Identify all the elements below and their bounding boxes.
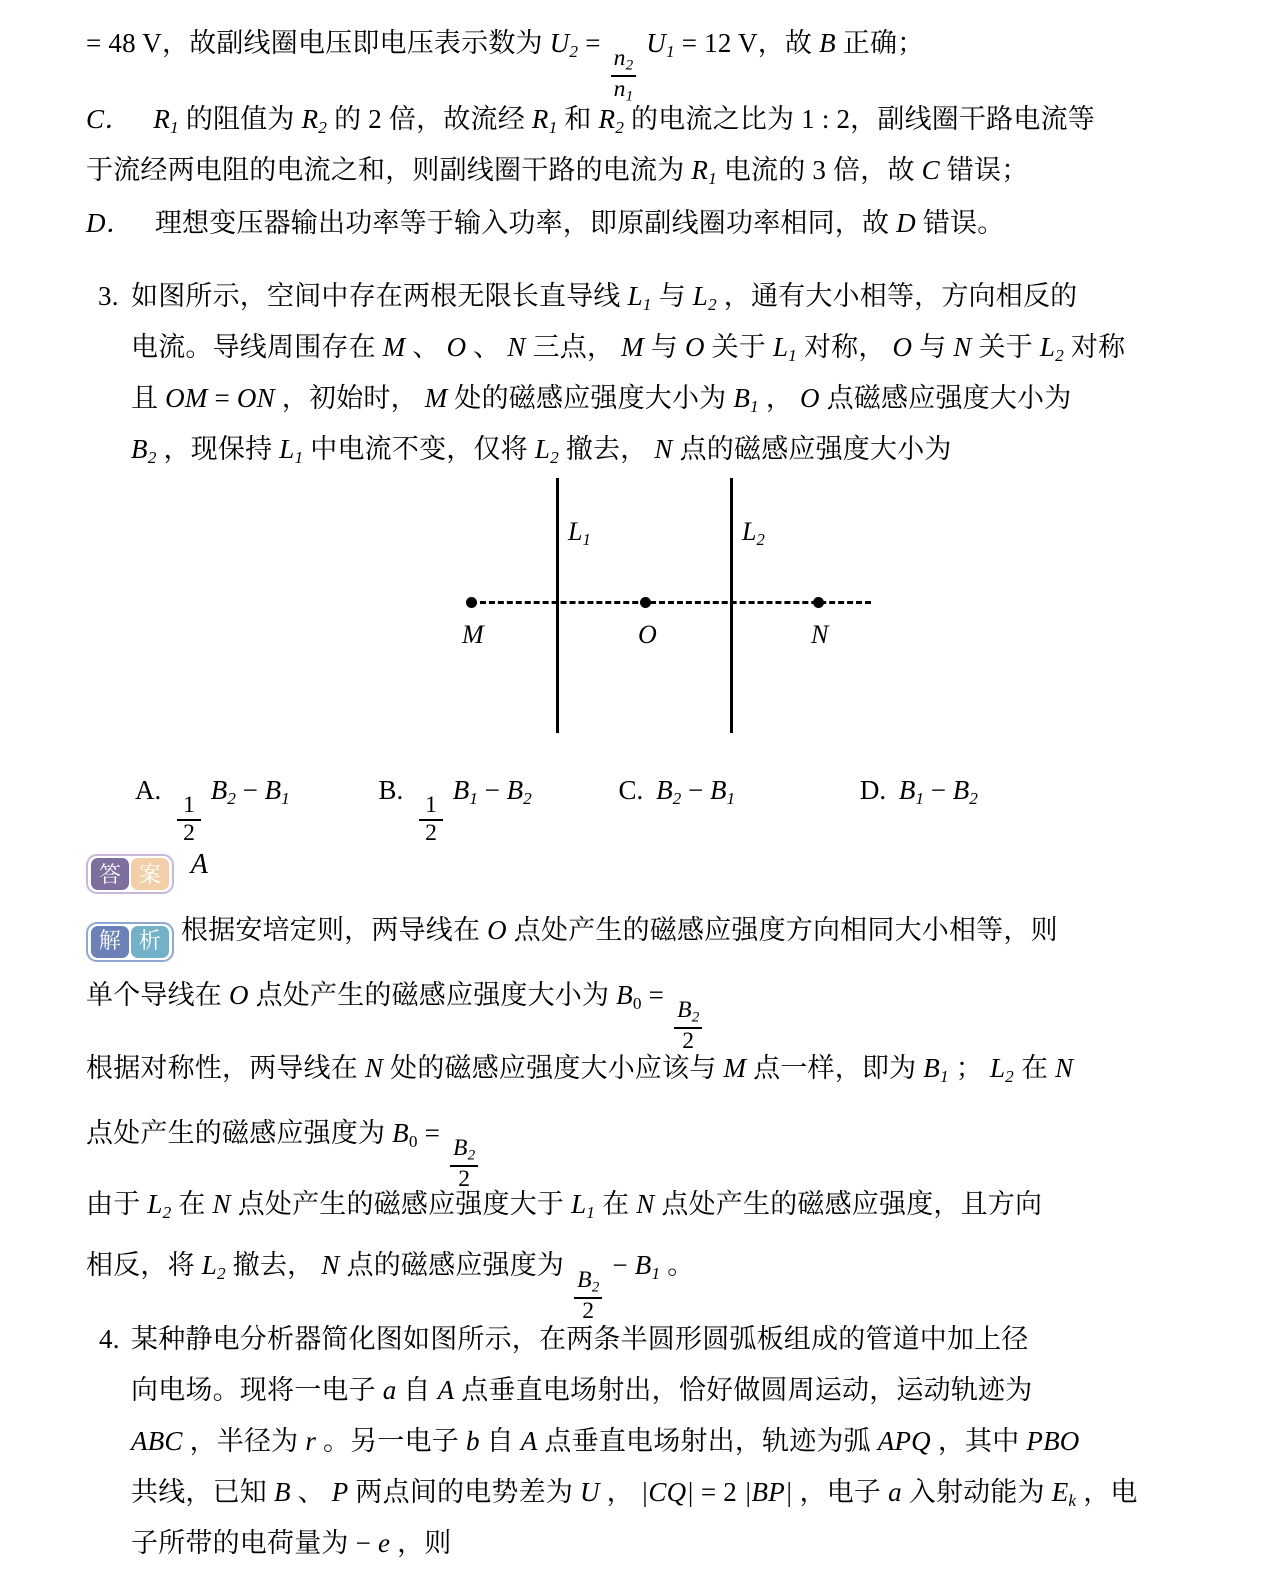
analysis-p2-eq: = <box>648 980 665 1010</box>
symbol-U1: $U_1$ <box>646 28 675 62</box>
analysis-badge <box>86 922 174 962</box>
analysis-frac-den-3: 2 <box>582 1297 595 1324</box>
choice-c[interactable] <box>619 775 736 809</box>
analysis-p1-a: 根据安培定则，两导线在 <box>180 915 481 945</box>
analysis-p3-e: 在 <box>1020 1053 1049 1083</box>
answer-badge-char-2: 案 <box>131 858 169 890</box>
electron-b-label: b <box>465 1426 480 1456</box>
option-c-seg2: 的阻值为 <box>185 104 295 134</box>
analysis-p1-b: 点处产生的磁感应强度方向相同大小相等，则 <box>513 915 1058 945</box>
analysis-p5-e: 点处产生的磁感应强度，且方向 <box>661 1189 1043 1219</box>
analysis-p2-b: 点处产生的磁感应强度大小为 <box>255 980 610 1010</box>
option-c-line2-mid: 电流的 3 倍，故 <box>723 155 915 185</box>
q4-l4-eq: = 2 <box>700 1477 737 1507</box>
segment-OM: OM <box>165 383 208 413</box>
answer-badge <box>86 854 174 894</box>
option-c-seg4: 的 2 倍，故流经 <box>334 104 525 134</box>
analysis-point-N-1: N <box>364 1053 384 1083</box>
q4-number-text: 4. <box>99 1324 120 1354</box>
analysis-symbol-B1-2: $B_1$ <box>634 1250 661 1284</box>
q3-l2-i: 关于 <box>978 332 1033 362</box>
point-O-q3b: O <box>684 332 705 362</box>
physics-diagram-two-wires <box>440 465 900 750</box>
symbol-R1-a: $R_1$ <box>153 104 179 138</box>
point-label-M: M <box>462 620 484 649</box>
option-c-line2-tail: 错误； <box>946 155 1029 185</box>
analysis-badge-char-2: 析 <box>131 926 169 958</box>
analysis-line6 <box>86 1238 695 1323</box>
length-CQ: |CQ| <box>640 1477 694 1507</box>
choice-d-tag: D. <box>859 775 887 805</box>
analysis-symbol-B0-1: $B_0$ <box>616 980 642 1014</box>
q4-l4-b: 、 <box>297 1477 325 1507</box>
q3-l2-j: 对称 <box>1070 332 1126 362</box>
q4-l5-a: 子所带的电荷量为 <box>131 1528 349 1558</box>
option-c-tag: C． <box>86 104 132 134</box>
analysis-p5-c: 点处产生的磁感应强度大于 <box>237 1189 565 1219</box>
electron-a-label-2: a <box>888 1477 902 1507</box>
analysis-frac-num-3: $B_2$ <box>577 1267 600 1296</box>
point-label-N: N <box>811 620 829 649</box>
answer-row <box>86 849 208 894</box>
analysis-point-N-4: N <box>636 1189 655 1219</box>
choice-b-tag: B. <box>378 775 404 805</box>
analysis-p5-a: 由于 <box>86 1189 141 1219</box>
analysis-symbol-L2-2: $L_2$ <box>147 1189 172 1223</box>
q4-l3-d: 点垂直电场射出，轨迹为弧 <box>544 1426 871 1456</box>
analysis-point-N-3: N <box>212 1189 231 1219</box>
choice-d[interactable] <box>860 775 978 809</box>
q4-l3-e: ，其中 <box>937 1426 1020 1456</box>
line-b-result: = 12 V，故 <box>681 28 813 58</box>
q3-number-text: 3. <box>98 281 119 311</box>
question4-line3 <box>131 1414 1079 1468</box>
q4-l5-b: ，则 <box>397 1528 452 1558</box>
analysis-badge-char-1: 解 <box>91 926 129 958</box>
option-c-seg8: 的电流之比为 1 : 2，副线圈干路电流等 <box>631 104 1095 134</box>
answer-badge-char-1: 答 <box>91 858 129 890</box>
option-d-line <box>86 196 1004 250</box>
choice-c-term1: $B_2$ <box>656 775 682 809</box>
answer-value: A <box>190 849 208 880</box>
q3-l3-b: ，初始时， <box>281 383 418 413</box>
q3-l1-b: 与 <box>658 281 686 311</box>
choice-b-term2: $B_2$ <box>506 775 532 809</box>
analysis-p4-eq: = <box>424 1118 441 1148</box>
analysis-p6-a: 相反，将 <box>86 1250 195 1280</box>
q3-l3-a: 且 <box>131 383 159 413</box>
option-letter-c: C <box>921 155 940 185</box>
option-c-seg6: 和 <box>564 104 592 134</box>
choice-a-fraction <box>177 794 201 845</box>
choice-d-term2: $B_2$ <box>952 775 978 809</box>
radius-r: r <box>305 1426 317 1456</box>
q3-l2-b: 、 <box>412 332 440 362</box>
analysis-p6-b: 撤去， <box>232 1250 315 1280</box>
choice-a-term2: $B_1$ <box>264 775 290 809</box>
wire-line-L1 <box>556 478 559 733</box>
symbol-L2-q3c: $L_2$ <box>534 434 559 468</box>
analysis-frac-den-2: 2 <box>458 1165 471 1192</box>
analysis-symbol-L1-1: $L_1$ <box>571 1189 596 1223</box>
q4-l3-c: 自 <box>486 1426 514 1456</box>
choice-b-op: − <box>484 775 500 805</box>
question4-line5 <box>131 1516 452 1570</box>
symbol-B2-q3: $B_2$ <box>131 434 157 468</box>
q4-l2-a: 向电场。现将一电子 <box>131 1375 376 1405</box>
segment-ON: ON <box>236 383 275 413</box>
point-dot-O <box>640 597 651 608</box>
choice-a-den: 2 <box>183 819 195 846</box>
question3-choices <box>135 775 1135 845</box>
q4-l4-g: ，电 <box>1083 1477 1138 1507</box>
analysis-frac-num-1: $B_2$ <box>677 997 700 1026</box>
question3-number <box>98 269 119 323</box>
option-letter-d: D <box>896 208 916 238</box>
q3-l2-f: 关于 <box>711 332 766 362</box>
analysis-symbol-B1-1: $B_1$ <box>923 1053 949 1087</box>
q3-l1-c: ，通有大小相等，方向相反的 <box>723 281 1078 311</box>
point-B-q4: B <box>273 1477 291 1507</box>
dashed-axis-line <box>471 601 871 604</box>
choice-b-den: 2 <box>425 819 437 846</box>
option-c-line2-pre: 于流经两电阻的电流之和，则副线圈干路的电流为 <box>86 155 685 185</box>
line-b-prefix: = 48 V，故副线圈电压即电压表示数为 <box>86 28 543 58</box>
analysis-point-O-2: O <box>228 980 249 1010</box>
q3-l4-a: ，现保持 <box>163 434 273 464</box>
q3-l4-b: 中电流不变，仅将 <box>310 434 528 464</box>
q3-l3-c: 处的磁感应强度大小为 <box>454 383 727 413</box>
analysis-line5 <box>86 1177 1042 1240</box>
point-O-q3d: O <box>799 383 820 413</box>
q3-l2-g: 对称， <box>803 332 886 362</box>
line-b-tail: 正确； <box>842 28 925 58</box>
question4-line1 <box>131 1312 1029 1366</box>
q3-l2-h: 与 <box>919 332 947 362</box>
analysis-p5-d: 在 <box>602 1189 630 1219</box>
analysis-p4-a: 点处产生的磁感应强度为 <box>86 1118 386 1148</box>
q3-l2-d: 三点， <box>532 332 615 362</box>
option-d-tag: D． <box>86 208 133 238</box>
analysis-line1 <box>86 903 1058 962</box>
point-M-q3a: M <box>382 332 406 362</box>
q4-l4-a: 共线，已知 <box>131 1477 267 1507</box>
point-label-O: O <box>638 620 657 649</box>
analysis-point-M-1: M <box>723 1053 747 1083</box>
choice-c-op: − <box>687 775 704 805</box>
equals-1: = <box>585 28 601 58</box>
point-P-q4: P <box>331 1477 349 1507</box>
q3-l3-eq: = <box>214 383 230 413</box>
wire-label-L2: $L_2$ <box>742 517 765 549</box>
q3-l2-c: 、 <box>473 332 501 362</box>
point-M-q3b: M <box>621 332 644 362</box>
analysis-p3-b: 处的磁感应强度大小应该与 <box>390 1053 717 1083</box>
analysis-p3-d: ； <box>955 1053 983 1083</box>
electron-a-label-1: a <box>382 1375 397 1405</box>
q4-l1: 某种静电分析器简化图如图所示，在两条半圆形圆弧板组成的管道中加上径 <box>131 1324 1029 1354</box>
analysis-p6-minus: − <box>612 1250 628 1280</box>
symbol-L1-q3c: $L_1$ <box>279 434 304 468</box>
symbol-L2-q3b: $L_2$ <box>1039 332 1064 366</box>
kinetic-energy-Ek: $E_k$ <box>1051 1477 1077 1511</box>
choice-c-term2: $B_1$ <box>709 775 736 809</box>
choice-d-op: − <box>930 775 946 805</box>
q3-l4-c: 撤去， <box>565 434 648 464</box>
wire-line-L2 <box>730 478 733 733</box>
q3-l2-e: 与 <box>650 332 678 362</box>
symbol-U2: $U_2$ <box>549 28 579 62</box>
question4-number <box>99 1312 120 1366</box>
arc-ABC: ABC <box>131 1426 183 1456</box>
q4-l3-b: 。另一电子 <box>323 1426 459 1456</box>
choice-a-num: 1 <box>183 792 195 819</box>
symbol-L1-q3b: $L_1$ <box>772 332 798 366</box>
symbol-B1-q3: $B_1$ <box>733 383 759 417</box>
analysis-p3-a: 根据对称性，两导线在 <box>86 1053 358 1083</box>
fraction-denominator: $n_1$ <box>613 75 634 105</box>
collinear-PBO: PBO <box>1026 1426 1080 1456</box>
question4-line2 <box>131 1363 1032 1417</box>
q4-l4-d: ， <box>606 1477 634 1507</box>
analysis-frac-num-2: $B_2$ <box>453 1135 476 1164</box>
point-dot-M <box>466 597 477 608</box>
point-N-q3b: N <box>953 332 972 362</box>
choice-c-tag: C. <box>618 775 644 805</box>
point-O-q3c: O <box>892 332 913 362</box>
analysis-p6-c: 点的磁感应强度为 <box>346 1250 565 1280</box>
option-d-text: 理想变压器输出功率等于输入功率，即原副线圈功率相同，故 <box>154 208 890 238</box>
point-A-q4-2: A <box>520 1426 538 1456</box>
q4-l3-a: ，半径为 <box>189 1426 299 1456</box>
choice-b[interactable] <box>379 775 532 845</box>
analysis-p3-c: 点一样，即为 <box>753 1053 917 1083</box>
point-N-q3a: N <box>507 332 526 362</box>
point-A-q4-1: A <box>437 1375 455 1405</box>
analysis-symbol-L2-3: $L_2$ <box>201 1250 226 1284</box>
analysis-point-O-1: O <box>487 915 507 945</box>
q4-l2-b: 自 <box>403 1375 431 1405</box>
point-dot-N <box>813 597 824 608</box>
charge-e: e <box>377 1528 391 1558</box>
analysis-symbol-L2-1: $L_2$ <box>989 1053 1015 1087</box>
symbol-L2-q3a: $L_2$ <box>692 281 717 315</box>
symbol-R2-b: $R_2$ <box>598 104 625 138</box>
analysis-frac-den-1: 2 <box>682 1027 695 1054</box>
fraction-numerator: $n_2$ <box>613 45 634 74</box>
q3-l4-d: 点的磁感应强度大小为 <box>679 434 952 464</box>
point-M-q3c: M <box>424 383 448 413</box>
q3-l1-a: 如图所示，空间中存在两根无限长直导线 <box>131 281 621 311</box>
q3-l2-a: 电流。导线周围存在 <box>131 332 376 362</box>
choice-a-op: − <box>242 775 258 805</box>
voltage-U: U <box>579 1477 600 1507</box>
wire-label-L1: $L_1$ <box>568 517 591 549</box>
choice-b-num: 1 <box>425 792 437 819</box>
q4-l4-f: 入射动能为 <box>908 1477 1045 1507</box>
option-letter-b: B <box>819 28 836 58</box>
point-O-q3a: O <box>446 332 467 362</box>
symbol-L1-q3a: $L_1$ <box>627 281 652 315</box>
analysis-point-N-2: N <box>1055 1053 1074 1083</box>
symbol-R2-a: $R_2$ <box>301 104 328 138</box>
analysis-symbol-B0-2: $B_0$ <box>392 1118 418 1152</box>
analysis-p5-b: 在 <box>178 1189 206 1219</box>
symbol-R1-c: $R_1$ <box>691 155 717 189</box>
option-d-tail: 错误。 <box>922 208 1005 238</box>
analysis-line3 <box>86 1041 1073 1104</box>
point-N-q3c: N <box>654 434 673 464</box>
q3-l3-d: ， <box>765 383 794 413</box>
q4-l2-c: 点垂直电场射出，恰好做圆周运动，运动轨迹为 <box>461 1375 1033 1405</box>
analysis-point-N-5: N <box>321 1250 340 1280</box>
analysis-p6-d: 。 <box>667 1250 695 1280</box>
choice-a[interactable] <box>135 775 290 845</box>
choice-a-tag: A. <box>135 775 162 805</box>
q4-l5-minus: − <box>355 1528 371 1558</box>
q4-l4-e: ，电子 <box>799 1477 882 1507</box>
choice-b-term1: $B_1$ <box>452 775 478 809</box>
q4-l4-c: 两点间的电势差为 <box>355 1477 574 1507</box>
choice-d-term1: $B_1$ <box>898 775 924 809</box>
analysis-p2-a: 单个导线在 <box>86 980 222 1010</box>
choice-a-term1: $B_2$ <box>210 775 236 809</box>
length-BP: |BP| <box>743 1477 793 1507</box>
arc-APQ: APQ <box>877 1426 931 1456</box>
choice-b-fraction <box>419 794 443 845</box>
symbol-R1-b: $R_1$ <box>531 104 558 138</box>
q3-l3-e: 点磁感应强度大小为 <box>826 383 1072 413</box>
